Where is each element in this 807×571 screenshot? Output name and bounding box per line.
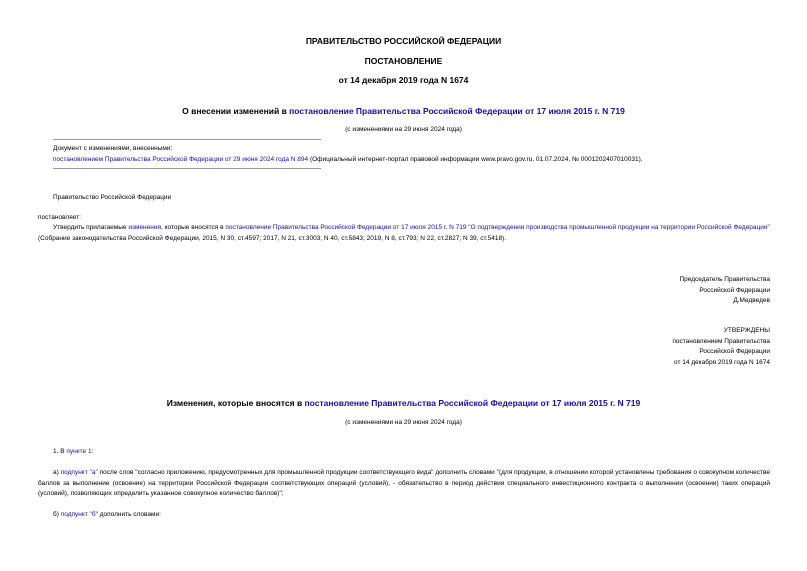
changes-title <box>0 398 807 408</box>
p1-text-c: (Собрание законодательства Российской Федерации, 2015, N 30, ст.4597; 2017, N 21, ст.3003; N 40, ст.5843; 2019, N 8, ст.793; N 22, ст.2827; N 39, ст.5418). <box>38 234 507 242</box>
item-b <box>53 510 161 521</box>
item-1 <box>53 447 93 458</box>
approved-line-2: постановлением Правительства <box>672 337 770 345</box>
doc-title-note: (с изменениями на 29 июня 2024 года) <box>345 126 462 133</box>
item-b-link[interactable]: подпункт "б" <box>60 511 98 518</box>
item-b-prefix: б) <box>53 511 61 518</box>
signature-line-3: Д.Медведев <box>733 297 770 304</box>
doc-type: ПОСТАНОВЛЕНИЕ <box>364 56 443 66</box>
changes-box-line <box>53 155 773 166</box>
gov-line: Правительство Российской Федерации <box>53 194 172 201</box>
p1-link-decree[interactable]: постановление Правительства Российской Федерации от 17 июля 2015 г. N 719 "О подтверждении производства промышленной продукции на территории Российской Федерации" <box>225 224 770 231</box>
changes-box-link[interactable]: постановлением Правительства Российской Федерации от 29 июня 2024 года N 894 <box>53 155 309 163</box>
item-1-link[interactable]: пункте 1 <box>66 448 92 455</box>
doc-date: от 14 декабря 2019 года N 1674 <box>338 75 469 85</box>
changes-box-intro: Документ с изменениями, внесенными: <box>53 145 173 152</box>
item-1-text-b: : <box>91 448 94 455</box>
p1-link-changes[interactable]: изменения <box>128 224 161 231</box>
item-1-text-a: 1. В <box>53 448 67 455</box>
changes-title-prefix: Изменения, которые вносятся в <box>166 398 305 408</box>
changes-box <box>53 144 773 165</box>
item-a-prefix: а) <box>53 469 61 476</box>
signature-line-2: Российской Федерации <box>699 286 770 294</box>
decides-line: постановляет: <box>38 214 81 221</box>
doc-title-link[interactable]: постановление Правительства Российской Федерации от 17 июля 2015 г. N 719 <box>289 106 625 116</box>
approved-line-1: УТВЕРЖДЕНЫ <box>723 327 770 334</box>
changes-box-rest: (Официальный интернет-портал правовой информации www.pravo.gov.ru, 01.07.2024, № 0001202407010031). <box>308 155 643 163</box>
box-top-rule <box>53 139 321 140</box>
signature-line-1: Председатель Правительства <box>679 276 770 283</box>
box-bottom-rule <box>53 168 321 169</box>
item-b-text: дополнить словами: <box>97 511 161 518</box>
item-a-link[interactable]: подпункт "а" <box>60 469 98 476</box>
approved-line-4: от 14 декабря 2019 года N 1674 <box>673 358 770 366</box>
org-name: ПРАВИТЕЛЬСТВО РОССИЙСКОЙ ФЕДЕРАЦИИ <box>305 36 502 46</box>
item-a <box>38 468 770 500</box>
item-a-text: после слов "согласно приложению, предусмотренных для промышленной продукции соответствующего вида" дополнить словами "(для продукции, в отношении которой установлены требования о совокупном количестве баллов за выполнение (освоение) на территории Российской Федерации соответствующих операций (условий), - обязательство в период действия специального инвестиционного контракта о выполнении (освоении) таких операций (условий), позволяющих определить указанное совокупное количество баллов)"; <box>38 469 770 497</box>
changes-title-note: (с изменениями на 29 июня 2024 года) <box>345 419 462 426</box>
changes-title-link[interactable]: постановление Правительства Российской Федерации от 17 июля 2015 г. N 719 <box>304 398 641 408</box>
doc-title-prefix: О внесении изменений в <box>182 106 290 116</box>
p1-text-b: , которые вносятся в <box>161 224 226 231</box>
approved-line-3: Российской Федерации <box>699 348 770 355</box>
signature-block <box>500 275 770 307</box>
paragraph-1 <box>38 223 770 244</box>
doc-title <box>0 106 807 116</box>
approved-block <box>500 326 770 368</box>
p1-text-a: Утвердить прилагаемые <box>53 224 129 231</box>
